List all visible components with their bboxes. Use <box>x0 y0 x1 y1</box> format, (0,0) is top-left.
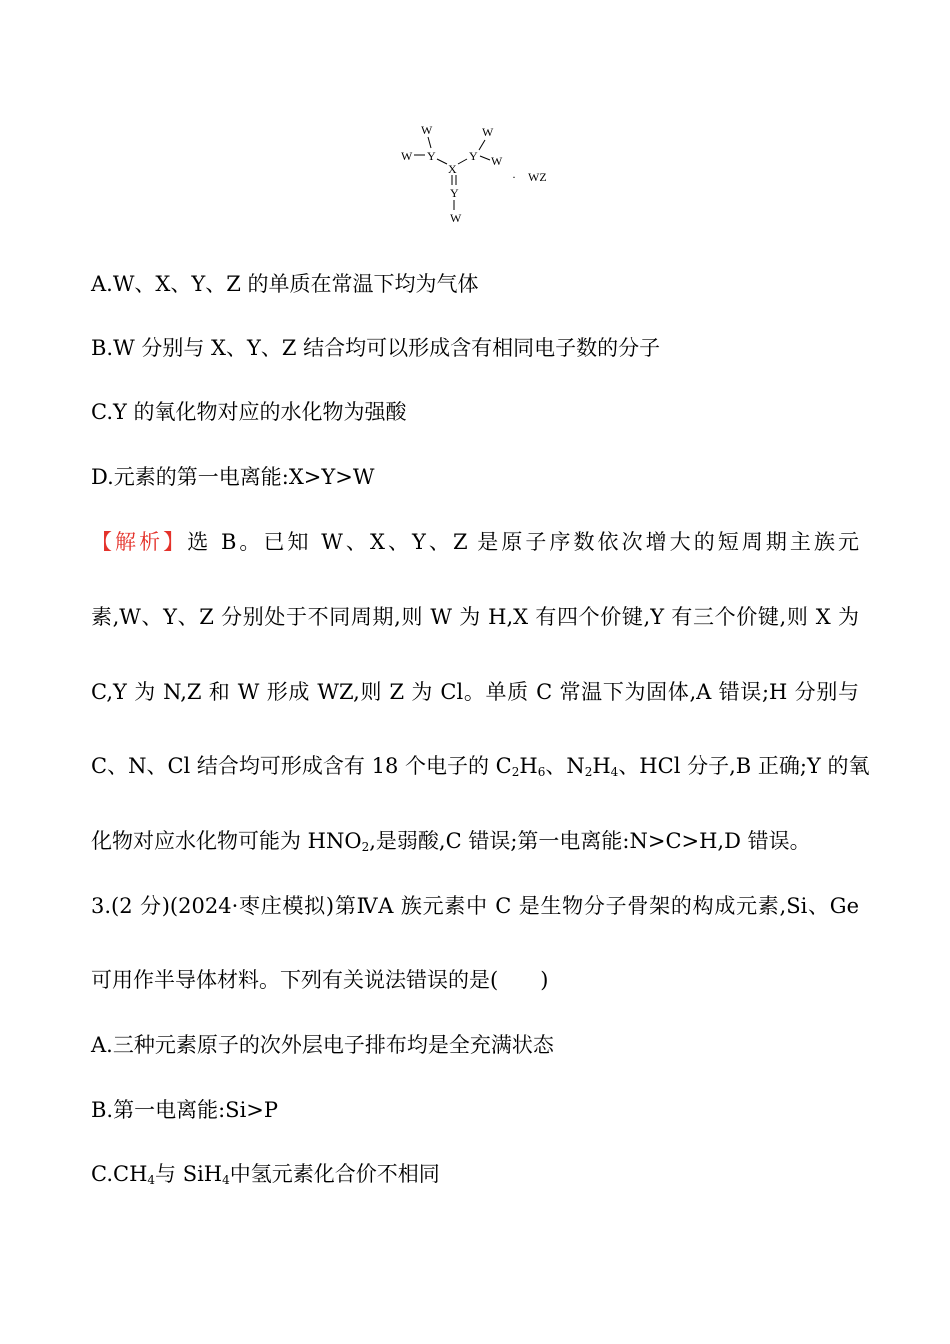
q3-option-c-a: C.CH <box>91 1162 148 1186</box>
bond-y-w-right <box>480 156 490 160</box>
analysis-l4-sub-2: 6 <box>537 765 546 779</box>
bond-w-y-left-vertical <box>428 137 431 148</box>
analysis-line-4 <box>91 752 870 780</box>
analysis-l5-a: 化物对应水化物可能为 HNO <box>91 829 362 853</box>
analysis-line-1 <box>91 528 859 556</box>
q3-option-c-b: 与 SiH <box>155 1162 223 1186</box>
q3-stem-line-2: 可用作半导体材料。下列有关说法错误的是( ) <box>91 968 549 992</box>
analysis-tag: 【解析】 <box>91 530 188 554</box>
atom-w-top-right: W <box>482 125 494 139</box>
q2-option-a: A.W、X、Y、Z 的单质在常温下均为气体 <box>91 272 479 296</box>
atom-w-left: W <box>401 149 413 163</box>
atom-w-top-left: W <box>421 123 433 137</box>
atom-x: X <box>448 162 457 176</box>
q2-option-b: B.W 分别与 X、Y、Z 结合均可以形成含有相同电子数的分子 <box>91 336 661 360</box>
analysis-l4-sub-4: 4 <box>610 765 619 779</box>
q3-option-b: B.第一电离能:Si>P <box>91 1098 279 1122</box>
q3-option-c <box>91 1160 440 1188</box>
atom-w-bottom: W <box>450 211 462 225</box>
bond-x-y-right <box>458 159 467 164</box>
q2-option-c: C.Y 的氧化物对应的水化物为强酸 <box>91 400 407 424</box>
q3-option-c-sub-1: 4 <box>147 1173 156 1187</box>
salt-wz: WZ <box>528 170 547 184</box>
bond-y-x-left <box>437 159 447 164</box>
analysis-line-2: 素,W、Y、Z 分别处于不同周期,则 W 为 H,X 有四个价键,Y 有三个价键,则 X 为 <box>91 605 859 629</box>
analysis-l4-e: 、HCl 分子,B 正确;Y 的氧 <box>618 754 870 778</box>
q3-stem-line-1: 3.(2 分)(2024·枣庄模拟)第ⅣA 族元素中 C 是生物分子骨架的构成元素,Si、Ge <box>91 894 859 918</box>
analysis-l5-b: ,是弱酸,C 错误;第一电离能:N>C>H,D 错误。 <box>369 829 811 853</box>
analysis-l4-a: C、N、Cl 结合均可形成含有 18 个电子的 C <box>91 754 512 778</box>
q3-option-a: A.三种元素原子的次外层电子排布均是全充满状态 <box>91 1033 554 1057</box>
analysis-l4-d: H <box>592 754 611 778</box>
analysis-l4-b: H <box>519 754 538 778</box>
analysis-line-3: C,Y 为 N,Z 和 W 形成 WZ,则 Z 为 Cl。单质 C 常温下为固体,A 错误;H 分别与 <box>91 680 859 704</box>
analysis-text-1: 选 B。已知 W、X、Y、Z 是原子序数依次增大的短周期主族元 <box>187 530 859 554</box>
structure-diagram <box>395 118 565 228</box>
atom-w-right: W <box>491 154 503 168</box>
atom-y-bottom: Y <box>450 186 459 200</box>
atom-y-right: Y <box>469 149 478 163</box>
analysis-l4-c: 、N <box>545 754 585 778</box>
atom-y-left: Y <box>427 149 436 163</box>
q3-option-c-sub-2: 4 <box>222 1173 230 1187</box>
analysis-l4-sub-3: 2 <box>584 765 593 779</box>
analysis-line-5 <box>91 827 811 855</box>
bond-y-w-top-right <box>479 140 485 150</box>
q2-option-d: D.元素的第一电离能:X>Y>W <box>91 465 375 489</box>
analysis-l5-sub-1: 2 <box>361 840 370 854</box>
q3-option-c-c: 中氢元素化合价不相同 <box>229 1162 440 1186</box>
dot-separator: · <box>512 170 516 184</box>
analysis-l4-sub-1: 2 <box>511 765 520 779</box>
